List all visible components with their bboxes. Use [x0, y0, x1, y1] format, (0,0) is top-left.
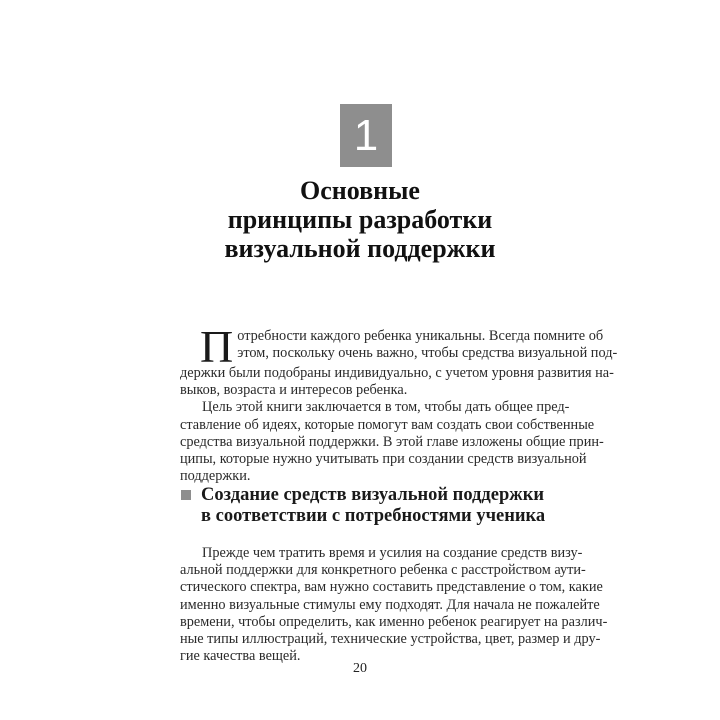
chapter-title: [0, 176, 720, 263]
text-line: ные типы иллюстраций, технические устройства, цвет, размер и дру-: [180, 631, 601, 648]
text-line: выков, возраста и интересов ребенка.: [180, 382, 408, 399]
section-paragraph: [180, 545, 608, 665]
intro-paragraph-1: [180, 321, 618, 399]
section-heading-line: Создание средств визуальной поддержки: [201, 485, 545, 505]
chapter-title-line: Основные: [300, 176, 420, 205]
text-line: альной поддержки для конкретного ребенка с расстройством аути-: [180, 562, 586, 579]
text-line: этом, поскольку очень важно, чтобы средства визуальной под-: [237, 345, 618, 362]
section-heading-line: в соответствии с потребностями ученика: [201, 506, 546, 526]
text-line: именно визуальные стимулы ему подходят. Для начала не пожалейте: [180, 596, 600, 613]
section-heading: [180, 485, 560, 527]
drop-cap: П: [200, 321, 234, 372]
text-line: стического спектра, вам нужно составить представление о том, какие: [180, 579, 603, 596]
text-line: поддержки.: [180, 468, 251, 485]
text-line: ципы, которые нужно учитывать при создании средств визуальной: [180, 451, 587, 468]
text-line: держки были подобраны индивидуально, с учетом уровня развития на-: [180, 365, 614, 381]
text-line: времени, чтобы определить, как именно ребенок реагирует на различ-: [180, 613, 608, 630]
square-bullet-icon: [181, 490, 191, 500]
chapter-number: 1: [353, 110, 379, 160]
chapter-title-line: визуальной поддержки: [224, 234, 496, 263]
text-line: средства визуальной поддержки. В этой главе изложены общие прин-: [180, 433, 604, 450]
text-line: Прежде чем тратить время и усилия на создание средств визу-: [202, 545, 583, 561]
chapter-number-box: [340, 104, 392, 167]
text-line: ставление об идеях, которые помогут вам создать свои собственные: [180, 416, 595, 433]
intro-paragraph-2: [180, 399, 604, 485]
intro-text: [180, 321, 618, 485]
text-line: отребности каждого ребенка уникальны. Всегда помните об: [237, 328, 604, 344]
chapter-title-line: принципы разработки: [227, 205, 493, 234]
text-line: Цель этой книги заключается в том, чтобы дать общее пред-: [202, 399, 570, 416]
section-heading-text: [201, 485, 560, 527]
text-line: гие качества вещей.: [180, 648, 301, 665]
page-number: 20: [353, 661, 367, 676]
